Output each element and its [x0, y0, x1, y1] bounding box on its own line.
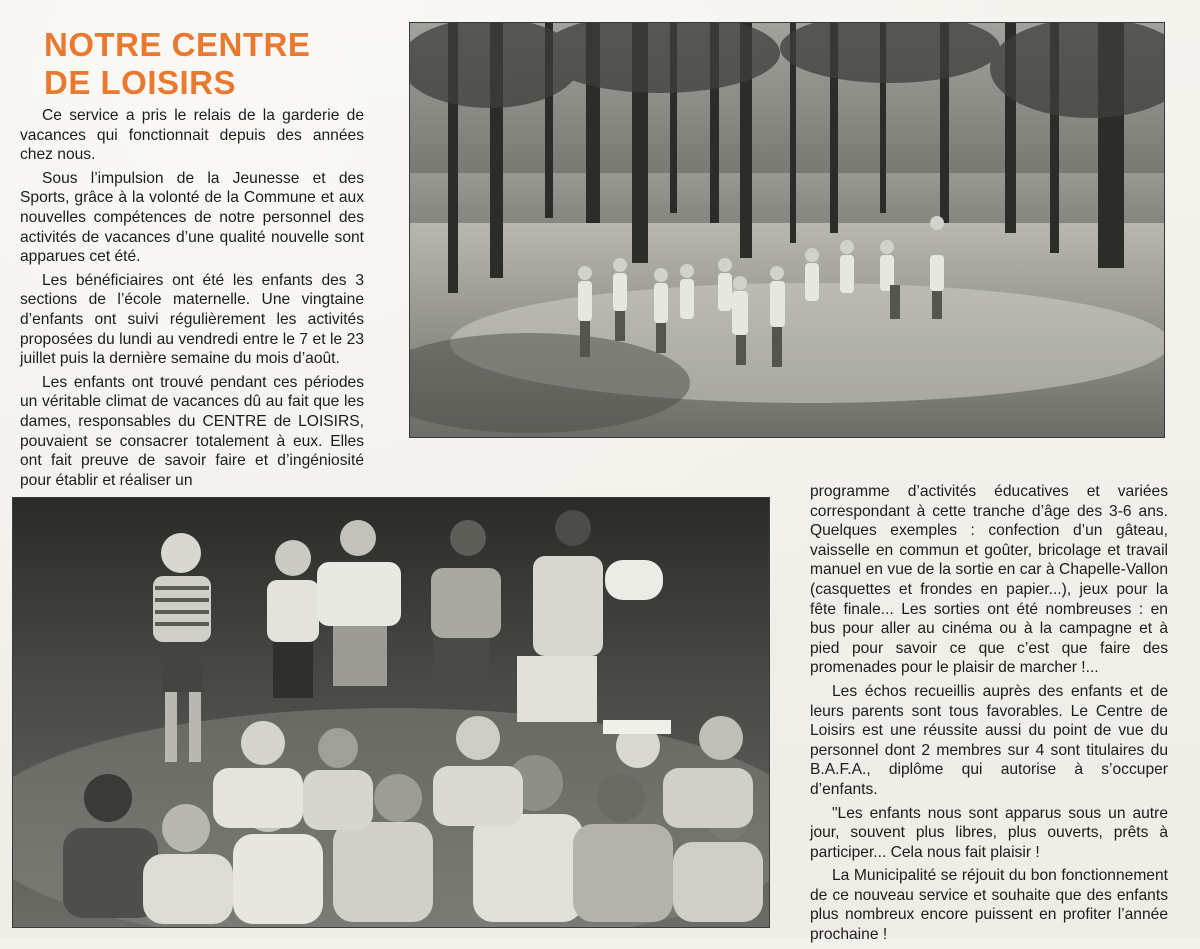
group-photo-illustration — [13, 498, 769, 927]
group-of-children-photo — [12, 497, 770, 928]
paragraph-continued: programme d’activités éducatives et variées correspondant à cette tranche d’âge des 3-6 ans. Quelques exemples : confection d’un gâteau, vaisselle en commun et goûter, bricolage et travail manuel en vue de la sortie en car à Chapelle-Vallon (casquettes et frondes en papier...), jeux pour la fête finale... Les sorties ont été nombreuses : en bus pour aller au cinéma ou à la campagne et à pied pour savoir ce que c’est que faire des promenades pour le plaisir de marcher !... — [810, 483, 1168, 677]
paragraph: Les enfants ont trouvé pendant ces périodes un véritable climat de vacances dû au fait que les dames, responsables du CENTRE de LOISIRS, pouvaient se consacrer totalement à eux. Elles ont fait preuve de savoir faire et d’ingéniosité pour établir et réaliser un — [20, 373, 364, 489]
paragraph: "Les enfants nous sont apparus sous un autre jour, souvent plus libres, plus ouverts, prêts à participer... Cela nous fait plaisir ! — [810, 804, 1168, 861]
paragraph: Sous l’impulsion de la Jeunesse et des Sports, grâce à la volonté de la Commune et aux nouvelles compétences de notre personnel des activités de vacances d’une qualité nouvelle sont apparues cet été. — [20, 169, 364, 266]
forest-photo-illustration — [410, 23, 1164, 437]
paragraph: Ce service a pris le relais de la garderie de vacances qui fonctionnait depuis des années chez nous. — [20, 107, 364, 164]
paragraph: La Municipalité se réjouit du bon fonctionnement de ce nouveau service et souhaite que des enfants plus nombreux encore puissent en profiter l’année prochaine ! — [810, 867, 1168, 944]
article-title-line-2: DE LOISIRS — [44, 64, 237, 101]
paragraph: Les bénéficiaires ont été les enfants des 3 sections de l’école maternelle. Une vingtaine d’enfants ont suivi régulièrement les activités proposées du lundi au vendredi entre le 7 et le 23 juillet puis la dernière semaine du mois d’août. — [20, 271, 364, 368]
article-title-line-1: NOTRE CENTRE — [44, 26, 311, 63]
paragraph: Les échos recueillis auprès des enfants et de leurs parents sont tous favorables. Le Centre de Loisirs est une réussite aussi du point de vue du personnel dont 2 membres sur 4 sont titulaires du B.A.F.A., diplôme qui autorise à s’occuper d’enfants. — [810, 682, 1168, 798]
article-title — [44, 26, 384, 102]
children-in-forest-photo — [409, 22, 1165, 438]
article-column-left — [20, 106, 364, 494]
article-column-right — [810, 482, 1168, 949]
